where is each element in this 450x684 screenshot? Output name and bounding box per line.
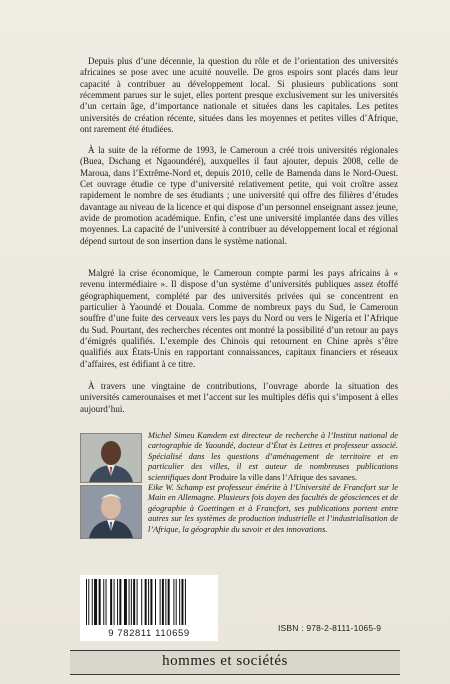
series-title: hommes et sociétés xyxy=(162,653,288,669)
barcode-bar xyxy=(133,579,135,625)
isbn: ISBN : 978-2-8111-1065-9 xyxy=(278,623,382,633)
barcode-bar xyxy=(141,579,142,625)
barcode-bar xyxy=(103,579,104,625)
summary-paragraph-4 xyxy=(80,381,398,415)
barcode-bar xyxy=(165,579,166,625)
author-bio-1 xyxy=(80,431,398,483)
barcode-bar xyxy=(88,579,89,625)
barcode-bar xyxy=(114,579,115,625)
author-photo-1 xyxy=(80,433,142,483)
author-bio-2 xyxy=(80,483,398,539)
author-bio-text: Michel Simeu Kamdem est directeur de recherche à l’Institut national de cartographie de Yaoundé, docteur d’État ès Lettres et professeur associé. Spécialisé dans les questions d’aménagement de territoire et en particulier des villes, il est auteur de nombreuses publications scientifiques dont xyxy=(148,431,398,482)
barcode-bar xyxy=(181,579,183,625)
paragraph-text: Malgré la crise économique, le Cameroun compte parmi les pays africains à « revenu intermédiaire ». Il dispose d’un système d’universités publiques assez étoffé géographiquement, complété par des universités privées qui se concentrent en particulier à Yaoundé et Douala. Comme de nombreux pays du Sud, le Cameroun souffre d’une fuite des cerveaux vers les pays du Nord ou vers le Nigeria et l’Afrique du Sud. Pourtant, des recherches récentes ont montré la possibilité d’un retour au pays d’émigrés qualifiés. L’exemple des Chinois qui retournent en Chine après s’être qualifiés aux États-Unis en rapportant connaissances, capitaux financiers et réseaux d’affaires, est édifiant à ce titre. xyxy=(80,268,398,369)
barcode-bar xyxy=(179,579,180,625)
barcode-bar xyxy=(137,579,138,625)
barcode-bar xyxy=(155,579,156,625)
barcode-bar xyxy=(150,579,152,625)
barcode-bar xyxy=(99,579,101,625)
barcode-bar xyxy=(131,579,132,625)
series-rule-bottom xyxy=(70,674,400,675)
summary-paragraph-3 xyxy=(80,268,398,370)
barcode-bar xyxy=(119,579,121,625)
barcode-bar xyxy=(129,579,130,625)
barcode-bar xyxy=(160,579,161,625)
summary-paragraph-2 xyxy=(80,145,398,247)
book-title: Produire la ville dans l’Afrique des savanes. xyxy=(208,472,358,482)
barcode xyxy=(80,575,218,641)
barcode-bar xyxy=(168,579,170,625)
barcode-bar xyxy=(106,579,107,625)
barcode-bar xyxy=(145,579,147,625)
barcode-bar xyxy=(86,579,87,625)
barcode-bar xyxy=(176,579,177,625)
barcode-bar xyxy=(148,579,149,625)
barcode-bar xyxy=(124,579,127,625)
barcode-bar xyxy=(117,579,118,625)
barcode-bar xyxy=(185,579,186,625)
paragraph-text: À la suite de la réforme de 1993, le Cameroun a créé trois universités régionales (Buea, Dschang et Ngaoundéré), auxquelles il faut ajouter, depuis 2008, celle de Maroua, dans l’Extrême-Nord et, depuis 2010, celle de Bamenda dans le Nord-Ouest. Cet ouvrage étudie ce type d’université relativement petite, qui voit croître assez rapidement le nombre de ses étudiants ; une université qui offre des filières d’études davantage au niveau de la licence et qui dispose d’un personnel enseignant assez jeune, avide de promotion académique. Enfin, c’est une université implantée dans des villes moyennes. La capacité de l’université à contribuer au développement local et régional dépend surtout de son insertion dans le système national. xyxy=(80,145,398,246)
barcode-bar xyxy=(92,579,93,625)
author-bio-text: Eike W. Schamp est professeur émérite à l’Université de Francfort sur le Main en Allemagne. Plusieurs fois doyen des facultés de géosciences et de géographie à Goettingen et à Francfort, ses publications portent entre autres sur les systèmes de production industrielle et l’industrialisation de l’Afrique, la géographie du savoir et des innovations. xyxy=(148,483,398,534)
barcode-bars xyxy=(86,579,212,625)
barcode-bar xyxy=(173,579,174,625)
paragraph-text: À travers une vingtaine de contributions, l’ouvrage aborde la situation des universités camerounaises et met l’accent sur les multiples défis qui s’imposent à elles aujourd’hui. xyxy=(80,381,398,414)
author-photo-2 xyxy=(80,485,142,539)
paragraph-text: Depuis plus d’une décennie, la question du rôle et de l’orientation des universités africaines se pose avec une acuité nouvelle. De gros espoirs sont placés dans leur capacité à contribuer au développement local. Si plusieurs publications sont récemment parues sur le sujet, elles portent presque exclusivement sur les universités d’un certain âge, d’importance nationale et situées dans les capitales. Les petites universités de création récente, situées dans les moyennes et petites villes d’Afrique, ont rarement été étudiées. xyxy=(80,56,398,135)
barcode-bar xyxy=(110,579,112,625)
barcode-bar xyxy=(94,579,97,625)
barcode-bar xyxy=(162,579,164,625)
barcode-number: 9 782811 110659 xyxy=(108,628,190,639)
series-rule-top xyxy=(70,650,400,651)
summary-paragraph-1 xyxy=(80,56,398,135)
